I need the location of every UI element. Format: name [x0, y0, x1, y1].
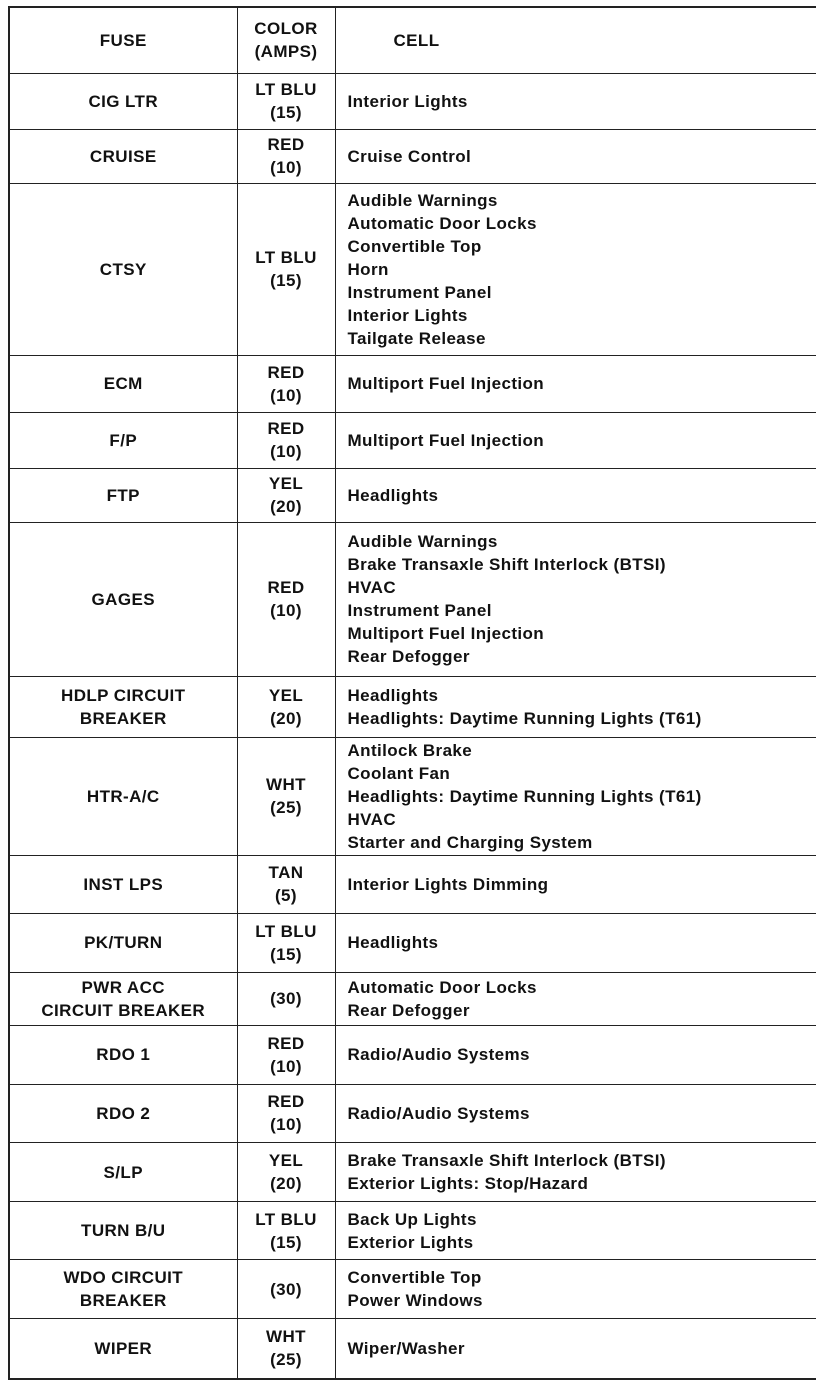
fuse-color-amps-cell [237, 1201, 335, 1260]
fuse-name-cell [9, 183, 237, 356]
fuse-amps: (15) [270, 944, 302, 964]
circuit-list [348, 484, 816, 507]
table-row [9, 737, 816, 855]
table-row [9, 1260, 816, 1319]
circuit-list [348, 1149, 816, 1195]
fuse-name-line: HDLP CIRCUIT [61, 685, 186, 705]
fuse-color-amps-cell [237, 855, 335, 914]
circuit-list [348, 1208, 816, 1254]
circuit-item: HVAC [347, 578, 397, 598]
fuse-name-cell [9, 972, 237, 1025]
circuit-item: Headlights: Daytime Running Lights (T61) [347, 708, 702, 728]
circuit-list [348, 873, 816, 896]
circuit-list [348, 684, 816, 730]
fuse-name-line: CIRCUIT BREAKER [41, 1000, 206, 1020]
table-row [9, 1143, 816, 1202]
table-row [9, 1084, 816, 1143]
fuse-name-cell [9, 914, 237, 973]
circuit-item: Rear Defogger [347, 647, 470, 667]
circuit-list-cell [335, 412, 816, 469]
circuit-list-cell [335, 1260, 816, 1319]
circuit-list-cell [335, 914, 816, 973]
circuit-list-cell [335, 73, 816, 130]
circuit-item: Instrument Panel [347, 282, 492, 302]
fuse-name-cell [9, 522, 237, 676]
fuse-color-amps-cell [237, 677, 335, 738]
fuse-amps: (10) [270, 158, 302, 178]
fuse-name-cell [9, 737, 237, 855]
fuse-color: WHT [266, 1327, 306, 1347]
fuse-table [8, 6, 816, 1380]
circuit-item: Headlights: Daytime Running Lights (T61) [347, 786, 702, 806]
fuse-name-line: F/P [109, 430, 138, 450]
circuit-list [348, 931, 816, 954]
circuit-list-cell [335, 356, 816, 413]
fuse-amps: (10) [270, 442, 302, 462]
fuse-amps: (10) [270, 385, 302, 405]
circuit-list-cell [335, 130, 816, 183]
table-row [9, 522, 816, 676]
fuse-name-cell [9, 1143, 237, 1202]
circuit-list-cell [335, 972, 816, 1025]
fuse-name-cell [9, 1318, 237, 1379]
fuse-amps: (10) [270, 1115, 302, 1135]
circuit-item: Back Up Lights [347, 1209, 477, 1229]
circuit-item: Headlights [347, 933, 439, 953]
fuse-name-cell [9, 412, 237, 469]
circuit-item: Instrument Panel [347, 601, 492, 621]
circuit-item: Automatic Door Locks [347, 213, 537, 233]
fuse-name-line: HTR-A/C [86, 786, 160, 806]
circuit-list [348, 739, 816, 854]
circuit-list [348, 90, 816, 113]
fuse-amps: (20) [270, 1174, 302, 1193]
circuit-list-cell [335, 469, 816, 522]
fuse-amps: (30) [270, 1279, 302, 1299]
table-row [9, 1318, 816, 1379]
circuit-item: Wiper/Washer [347, 1338, 465, 1358]
circuit-list [348, 372, 816, 395]
fuse-color: WHT [266, 775, 306, 795]
table-row [9, 183, 816, 356]
fuse-name-cell [9, 469, 237, 522]
circuit-list-cell [335, 1201, 816, 1260]
circuit-list [348, 145, 816, 168]
fuse-color-amps-cell [237, 1318, 335, 1379]
circuit-item: Multiport Fuel Injection [347, 374, 545, 394]
circuit-list-cell [335, 183, 816, 356]
fuse-color: RED [267, 578, 305, 598]
circuit-list-cell [335, 1026, 816, 1085]
fuse-color: YEL [268, 1151, 304, 1170]
fuse-color: LT BLU [255, 248, 317, 268]
table-body [9, 73, 816, 1379]
circuit-list-cell [335, 677, 816, 738]
header-fuse: FUSE [9, 7, 237, 73]
fuse-color: TAN [268, 863, 304, 883]
fuse-name-line: CIG LTR [88, 91, 159, 111]
table-row [9, 130, 816, 183]
circuit-item: Exterior Lights [347, 1232, 474, 1252]
fuse-name-cell [9, 1084, 237, 1143]
circuit-item: Rear Defogger [347, 1000, 470, 1020]
table-header-row [9, 7, 816, 73]
fuse-color-amps-cell [237, 522, 335, 676]
fuse-color: RED [267, 1092, 305, 1112]
fuse-name-line: BREAKER [79, 1291, 167, 1311]
fuse-name-line: PK/TURN [84, 933, 163, 953]
circuit-item: HVAC [347, 809, 397, 829]
fuse-color-amps-cell [237, 1143, 335, 1202]
table-row [9, 1026, 816, 1085]
fuse-amps: (15) [270, 103, 302, 123]
table-row [9, 469, 816, 522]
circuit-item: Interior Lights Dimming [347, 874, 549, 894]
fuse-name-line: CTSY [99, 259, 147, 279]
circuit-item: Radio/Audio Systems [347, 1103, 530, 1123]
circuit-item: Interior Lights [347, 91, 468, 111]
fuse-color-amps-cell [237, 737, 335, 855]
fuse-name-line: GAGES [91, 589, 155, 609]
table-row [9, 412, 816, 469]
header-cell: CELL [335, 7, 816, 73]
fuse-color: RED [267, 362, 305, 382]
fuse-amps: (25) [270, 798, 302, 818]
circuit-item: Horn [347, 259, 389, 279]
fuse-name-line: ECM [103, 374, 143, 394]
fuse-amps: (20) [270, 708, 302, 728]
fuse-color: LT BLU [255, 1209, 317, 1229]
fuse-color-amps-cell [237, 469, 335, 522]
circuit-list-cell [335, 737, 816, 855]
fuse-name-line: S/LP [103, 1162, 143, 1182]
fuse-name-cell [9, 1026, 237, 1085]
fuse-name-line: WIPER [94, 1338, 153, 1358]
table-row [9, 677, 816, 738]
fuse-name-line: BREAKER [79, 708, 167, 728]
fuse-amps: (20) [270, 497, 302, 517]
table-row [9, 855, 816, 914]
circuit-item: Headlights [347, 685, 439, 705]
fuse-color: RED [267, 419, 305, 439]
fuse-color-amps-cell [237, 73, 335, 130]
table-row [9, 1201, 816, 1260]
header-color-amps [237, 7, 335, 73]
fuse-name-line: RDO 2 [96, 1103, 151, 1123]
fuse-name-cell [9, 73, 237, 130]
circuit-item: Audible Warnings [347, 532, 498, 552]
fuse-color: LT BLU [255, 80, 317, 100]
header-amps-label: (AMPS) [254, 42, 318, 62]
circuit-item: Convertible Top [347, 236, 482, 256]
fuse-amps: (10) [270, 601, 302, 621]
fuse-name-line: WDO CIRCUIT [63, 1268, 184, 1288]
circuit-item: Multiport Fuel Injection [347, 624, 545, 644]
fuse-name-cell [9, 677, 237, 738]
circuit-item: Coolant Fan [347, 763, 451, 783]
circuit-item: Brake Transaxle Shift Interlock (BTSI) [347, 1151, 666, 1170]
circuit-item: Exterior Lights: Stop/Hazard [347, 1174, 589, 1193]
circuit-item: Starter and Charging System [347, 832, 593, 852]
fuse-amps: (10) [270, 1056, 302, 1076]
fuse-name-line: CRUISE [89, 146, 157, 166]
fuse-color-amps-cell [237, 1260, 335, 1319]
circuit-list-cell [335, 855, 816, 914]
fuse-name-cell [9, 1201, 237, 1260]
fuse-amps: (25) [270, 1350, 302, 1370]
circuit-item: Radio/Audio Systems [347, 1045, 530, 1065]
fuse-color: YEL [268, 474, 304, 494]
fuse-name-line: INST LPS [83, 874, 164, 894]
fuse-color: RED [267, 135, 305, 155]
circuit-item: Convertible Top [347, 1268, 482, 1288]
circuit-item: Brake Transaxle Shift Interlock (BTSI) [347, 555, 666, 575]
circuit-item: Audible Warnings [347, 190, 498, 210]
fuse-name-line: PWR ACC [81, 977, 165, 997]
fuse-color-amps-cell [237, 914, 335, 973]
circuit-item: Tailgate Release [347, 328, 486, 348]
circuit-list-cell [335, 1143, 816, 1202]
fuse-name-cell [9, 855, 237, 914]
table-row [9, 73, 816, 130]
circuit-list-cell [335, 1084, 816, 1143]
table-row [9, 972, 816, 1025]
fuse-name-line: FTP [106, 485, 140, 505]
fuse-color-amps-cell [237, 183, 335, 356]
fuse-color-amps-cell [237, 412, 335, 469]
circuit-list [348, 1337, 816, 1360]
circuit-item: Headlights [347, 485, 439, 505]
fuse-color: LT BLU [255, 921, 317, 941]
circuit-item: Power Windows [347, 1291, 483, 1311]
circuit-list-cell [335, 1318, 816, 1379]
circuit-item: Antilock Brake [347, 740, 473, 760]
fuse-amps: (15) [270, 271, 302, 291]
fuse-color-amps-cell [237, 972, 335, 1025]
fuse-amps: (5) [275, 886, 297, 906]
circuit-item: Cruise Control [347, 146, 472, 166]
fuse-color-amps-cell [237, 1026, 335, 1085]
circuit-item: Multiport Fuel Injection [347, 430, 545, 450]
circuit-item: Interior Lights [347, 305, 468, 325]
fuse-color-amps-cell [237, 1084, 335, 1143]
circuit-list [348, 429, 816, 452]
fuse-color-amps-cell [237, 130, 335, 183]
fuse-name-cell [9, 356, 237, 413]
fuse-name-cell [9, 130, 237, 183]
fuse-amps: (30) [270, 989, 302, 1009]
fuse-color: YEL [268, 685, 304, 705]
circuit-list [348, 530, 816, 668]
header-color-label: COLOR [254, 19, 318, 39]
fuse-color-amps-cell [237, 356, 335, 413]
table-row [9, 356, 816, 413]
circuit-list-cell [335, 522, 816, 676]
circuit-list [348, 189, 816, 350]
fuse-color: RED [267, 1033, 305, 1053]
circuit-list [348, 1266, 816, 1312]
fuse-name-line: RDO 1 [96, 1045, 151, 1065]
circuit-list [348, 976, 816, 1022]
table-row [9, 914, 816, 973]
circuit-item: Automatic Door Locks [347, 977, 537, 997]
fuse-name-cell [9, 1260, 237, 1319]
fuse-amps: (15) [270, 1232, 302, 1252]
circuit-list [348, 1043, 816, 1066]
fuse-name-line: TURN B/U [81, 1221, 166, 1241]
circuit-list [348, 1102, 816, 1125]
